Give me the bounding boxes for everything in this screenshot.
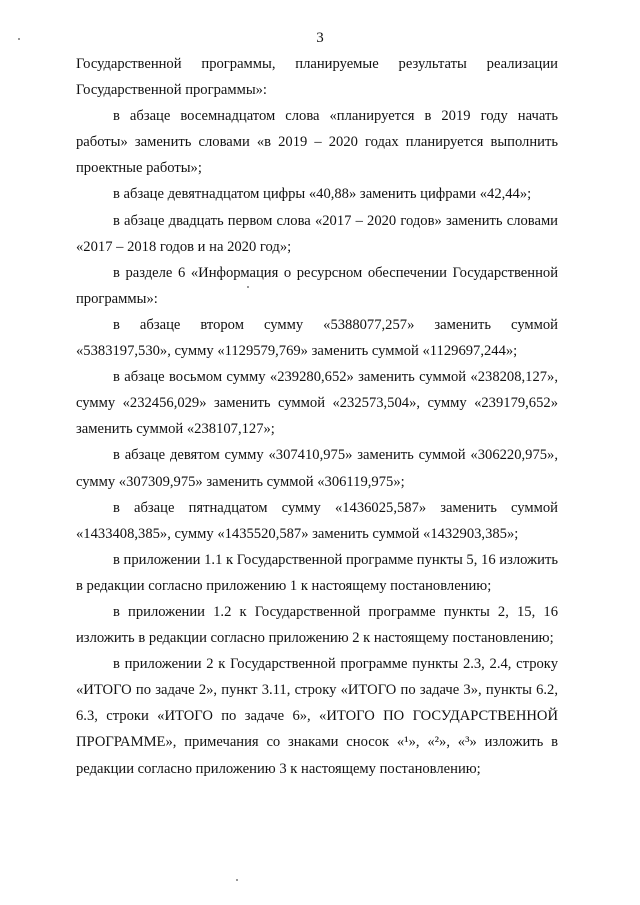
paragraph: в приложении 1.2 к Государственной программе пункты 2, 15, 16 изложить в редакции согласно приложению 2 к настоящему постановлению; (76, 603, 558, 647)
scan-speck (247, 286, 249, 288)
paragraph: в абзаце пятнадцатом сумму «1436025,587» заменить суммой «1433408,385», сумму «1435520,587» заменить суммой «1432903,385»; (76, 499, 558, 542)
paragraph: в абзаце втором сумму «5388077,257» заменить суммой «5383197,530», сумму «1129579,769» заменить суммой «1129697,244»; (76, 316, 558, 360)
paragraph: в абзаце девятнадцатом цифры «40,88» заменить цифрами «42,44»; (113, 186, 532, 203)
paragraph: в приложении 1.1 к Государственной программе пункты 5, 16 изложить в редакции согласно приложению 1 к настоящему постановлению; (76, 551, 558, 594)
paragraph: Государственной программы, планируемые результаты реализации Государственной программы»: (76, 56, 558, 99)
paragraph: в приложении 2 к Государственной программе пункты 2.3, 2.4, строку «ИТОГО по задаче 2», пункт 3.11, строку «ИТОГО по задаче 3», пункты 6.2, 6.3, строки «ИТОГО по задаче 6», «ИТОГО ПО ГОСУДАРСТВЕННОЙ ПРОГРАММЕ», примечания со знаками сносок «¹», «²», «³» изложить в редакции согласно приложению 3 к настоящему постановлению; (76, 656, 558, 777)
page-number: 3 (316, 30, 324, 46)
paragraph: в абзаце восемнадцатом слова «планируется в 2019 году начать работы» заменить словами «в 2019 – 2020 годах планируется выполнить проектные работы»; (76, 108, 558, 177)
paragraph: в абзаце двадцать первом слова «2017 – 2020 годов» заменить словами «2017 – 2018 годов и на 2020 год»; (76, 212, 558, 255)
paragraph: в разделе 6 «Информация о ресурсном обеспечении Государственной программы»: (76, 264, 558, 307)
scan-speck (236, 879, 238, 881)
document-body (76, 51, 558, 782)
paragraph: в абзаце восьмом сумму «239280,652» заменить суммой «238208,127», сумму «232456,029» заменить суммой «232573,504», сумму «239179,652» заменить суммой «238107,127»; (76, 369, 558, 438)
paragraph: в абзаце девятом сумму «307410,975» заменить суммой «306220,975», сумму «307309,975» заменить суммой «306119,975»; (76, 447, 558, 490)
scan-speck (18, 38, 20, 40)
